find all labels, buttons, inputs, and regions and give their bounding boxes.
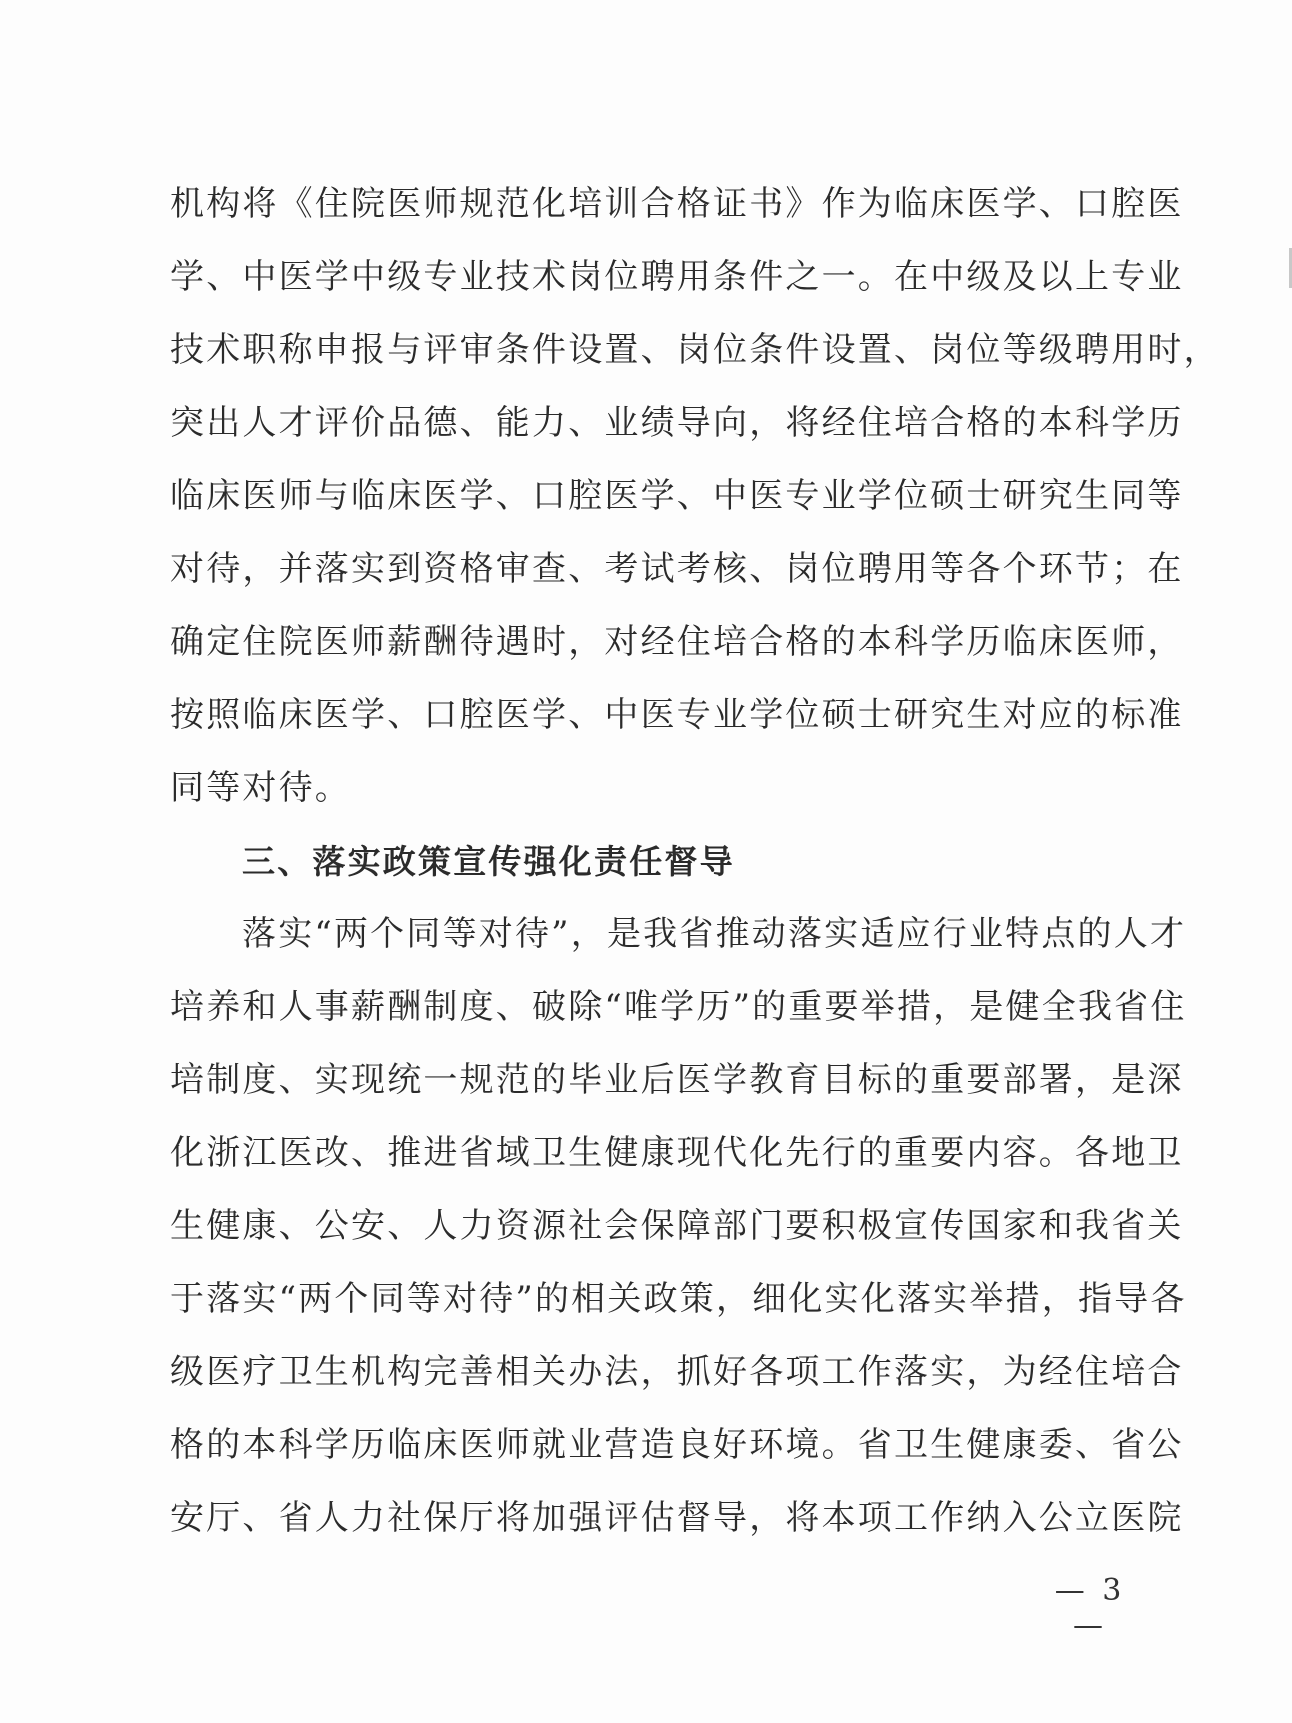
page-number: — 3 — [1054,1573,1126,1643]
body-text [170,168,1220,1555]
section-heading: 三、落实政策宣传强化责任督导 [242,842,735,881]
paragraph-line: 技术职称申报与评审条件设置、岗位条件设置、岗位等级聘用时， [170,330,1220,370]
paragraph-line: 对待，并落实到资格审查、考试考核、岗位聘用等各个环节；在 [170,549,1184,589]
paragraph-line: 突出人才评价品德、能力、业绩导向，将经住培合格的本科学历 [170,403,1184,443]
paragraph-line: 确定住院医师薪酬待遇时，对经住培合格的本科学历临床医师， [170,622,1184,662]
paragraph-line: 培养和人事薪酬制度、破除“唯学历”的重要举措，是健全我省住 [170,987,1187,1027]
paragraph-line: 化浙江医改、推进省域卫生健康现代化先行的重要内容。各地卫 [170,1133,1184,1173]
paragraph-line: 生健康、公安、人力资源社会保障部门要积极宣传国家和我省关 [170,1206,1184,1246]
paragraph-line: 机构将《住院医师规范化培训合格证书》作为临床医学、口腔医 [170,184,1184,224]
paragraph-line: 培制度、实现统一规范的毕业后医学教育目标的重要部署，是深 [170,1060,1184,1100]
paragraph-line: 同等对待。 [170,768,351,808]
paragraph-line: 安厅、省人力社保厅将加强评估督导，将本项工作纳入公立医院 [170,1498,1184,1538]
paragraph-line: 于落实“两个同等对待”的相关政策，细化实化落实举措，指导各 [170,1279,1187,1319]
paragraph-line: 级医疗卫生机构完善相关办法，抓好各项工作落实，为经住培合 [170,1352,1184,1392]
paragraph-line: 格的本科学历临床医师就业营造良好环境。省卫生健康委、省公 [170,1425,1184,1465]
paragraph-line: 学、中医学中级专业技术岗位聘用条件之一。在中级及以上专业 [170,257,1184,297]
paragraph-line: 临床医师与临床医学、口腔医学、中医专业学位硕士研究生同等 [170,476,1184,516]
paragraph-line: 落实“两个同等对待”，是我省推动落实适应行业特点的人才 [242,914,1187,954]
paragraph-line: 按照临床医学、口腔医学、中医专业学位硕士研究生对应的标准 [170,695,1184,735]
